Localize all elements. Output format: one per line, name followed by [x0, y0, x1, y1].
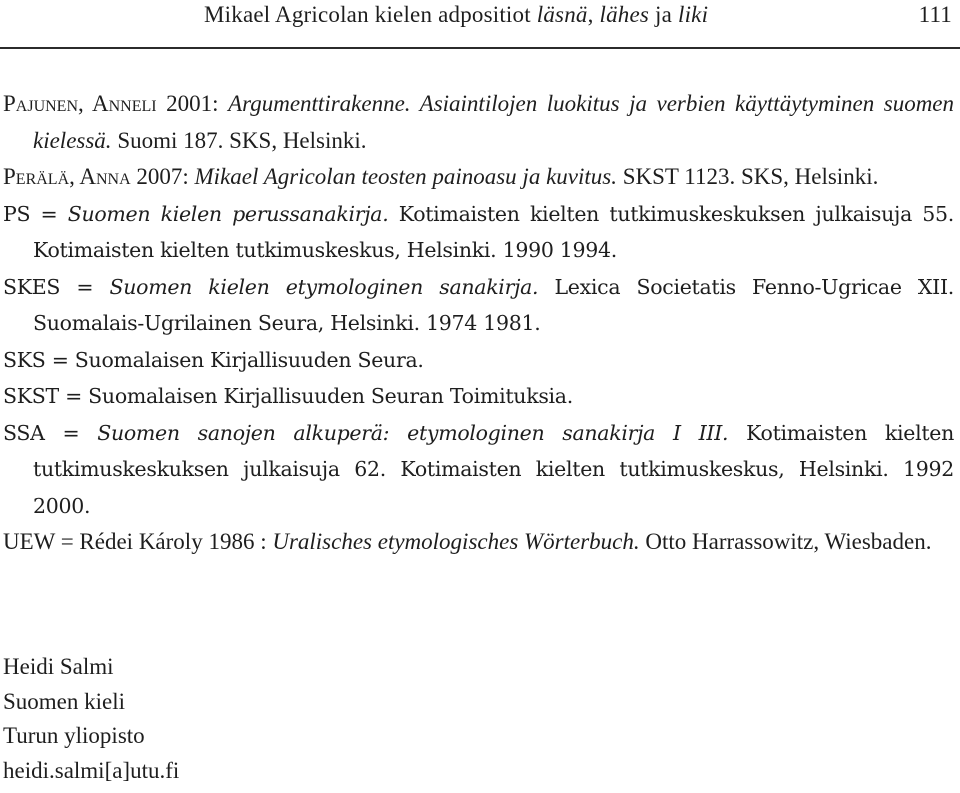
reference-author: Perälä, Anna: [3, 164, 131, 189]
author-department: Suomen kieli: [3, 688, 126, 714]
reference-title: Mikael Agricolan teosten painoasu ja kuvitus.: [194, 164, 617, 189]
reference-details: Otto Harrassowitz, Wiesbaden.: [639, 529, 932, 554]
reference-abbreviation: PS =: [3, 201, 68, 226]
reference-author: Pajunen, Anneli: [3, 91, 157, 116]
reference-details: Kotimaisten kielten tutkimuskeskuksen julkaisuja 62. Kotimaisten kielten tutkimuskeskus, Helsinki. 1992 2000.: [33, 420, 954, 518]
reference-details: SKST 1123. SKS, Helsinki.: [616, 164, 879, 189]
reference-title: Argumenttirakenne. Asiaintilojen luokitus ja verbien käyttäytyminen suomen kielessä.: [33, 91, 955, 153]
page-number: 111: [918, 2, 952, 27]
author-university: Turun yliopisto: [3, 723, 145, 748]
reference-ps: [3, 196, 954, 269]
reference-details: Kotimaisten kielten tutkimuskeskuksen julkaisuja 55. Kotimaisten kielten tutkimuskeskus, Helsinki. 1990 1994.: [33, 201, 955, 262]
reference-title: Suomen kielen etymologinen sanakirja.: [109, 274, 539, 299]
running-title-text: Mikael Agricolan kielen adpositiot: [204, 2, 537, 27]
reference-title: Uralisches etymologisches Wörterbuch.: [272, 529, 640, 554]
running-header: [0, 0, 960, 32]
reference-perala: [3, 159, 954, 196]
reference-abbreviation: SSA =: [3, 420, 98, 445]
reference-abbreviation: UEW = Rédei Károly 1986 :: [3, 529, 273, 554]
reference-skes: [3, 269, 954, 342]
running-title-separator: ,: [587, 2, 600, 27]
reference-pajunen: [3, 86, 954, 159]
reference-title: Suomen kielen perussanakirja.: [67, 201, 389, 226]
running-title: [204, 2, 708, 28]
reference-ssa: [3, 415, 954, 525]
reference-uew: [3, 524, 954, 561]
author-name: Heidi Salmi: [3, 654, 114, 679]
running-title-word-lahes: lähes: [599, 2, 650, 27]
reference-year: 2001:: [156, 91, 229, 116]
header-rule: [0, 47, 960, 49]
reference-skst: SKST = Suomalaisen Kirjallisuuden Seuran Toimituksia.: [3, 384, 573, 408]
author-info: [3, 650, 179, 788]
reference-abbreviation: SKES =: [3, 274, 110, 299]
reference-sks: SKS = Suomalaisen Kirjallisuuden Seura.: [3, 347, 424, 372]
running-title-separator: ja: [649, 2, 678, 27]
running-title-word-liki: liki: [677, 2, 709, 27]
author-email: heidi.salmi[a]utu.fi: [3, 757, 180, 783]
reference-year: 2007:: [130, 164, 195, 189]
reference-title: Suomen sanojen alkuperä: etymologinen sanakirja I III.: [97, 420, 729, 445]
reference-list: [3, 86, 954, 561]
reference-details: Lexica Societatis Fenno-Ugricae XII. Suomalais-Ugrilainen Seura, Helsinki. 1974 1981.: [33, 274, 954, 335]
running-title-word-lasna: läsnä: [536, 2, 588, 27]
reference-details: Suomi 187. SKS, Helsinki.: [111, 127, 367, 153]
